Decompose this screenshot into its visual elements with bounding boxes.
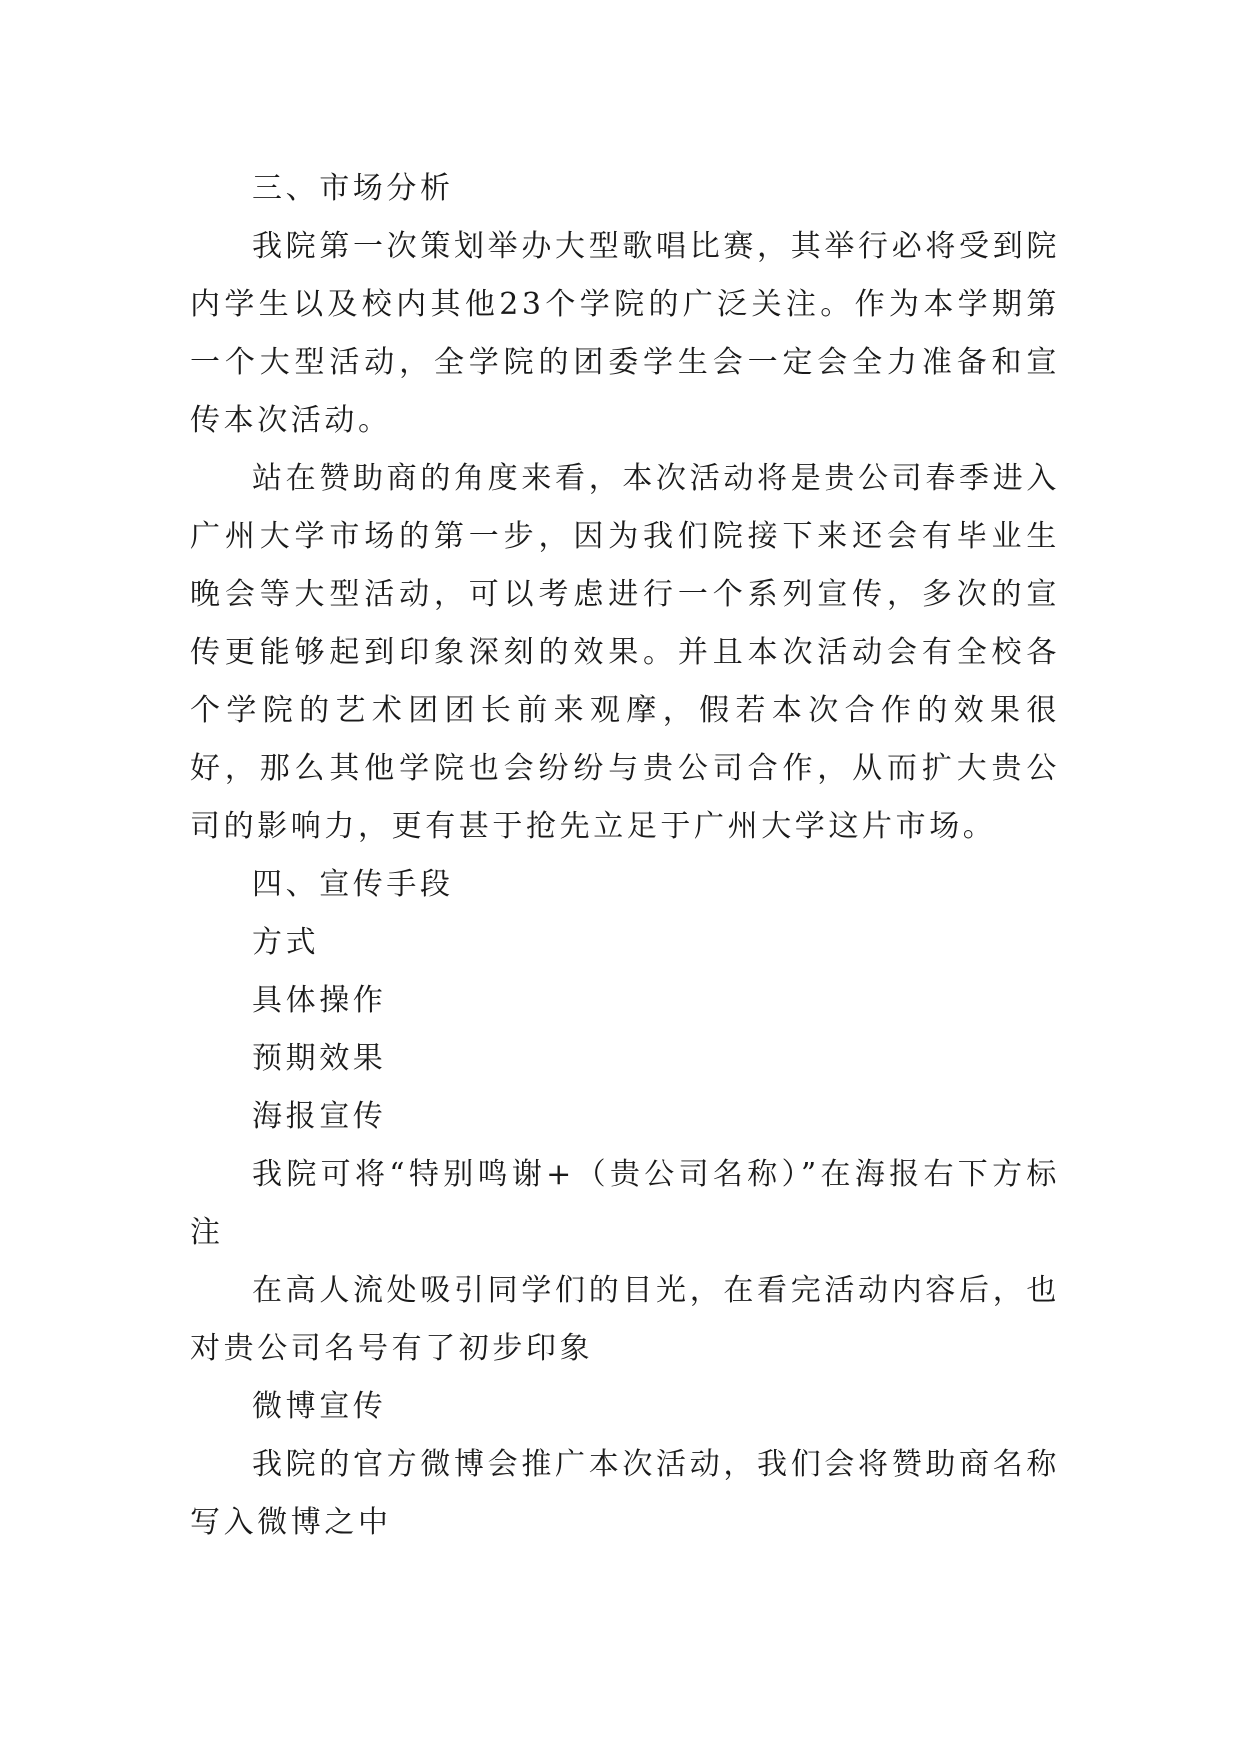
section-heading-market-analysis: 三、市场分析 [252,171,454,206]
method-weibo: 微博宣传 [252,1389,387,1424]
paragraph-event-attention: 我院第一次策划举办大型歌唱比赛，其举行必将受到院内学生以及校内其他23个学院的广泛关注。作为本学期第一个大型活动，全学院的团委学生会一定会全力准备和宣传本次活动。 [190,229,1060,438]
document-body [190,160,1060,1552]
poster-effect: 在高人流处吸引同学们的目光，在看完活动内容后，也对贵公司名号有了初步印象 [190,1273,1060,1366]
weibo-operation: 我院的官方微博会推广本次活动，我们会将赞助商名称写入微博之中 [190,1447,1060,1540]
table-header-expected-effect: 预期效果 [252,1041,387,1076]
section-heading-promotion-means: 四、宣传手段 [252,867,454,902]
poster-operation: 我院可将“特别鸣谢+（贵公司名称）”在海报右下方标注 [190,1157,1060,1250]
table-header-operation: 具体操作 [252,983,387,1018]
paragraph-sponsor-perspective: 站在赞助商的角度来看，本次活动将是贵公司春季进入广州大学市场的第一步，因为我们院接下来还会有毕业生晚会等大型活动，可以考虑进行一个系列宣传，多次的宣传更能够起到印象深刻的效果。并且本次活动会有全校各个学院的艺术团团长前来观摩，假若本次合作的效果很好，那么其他学院也会纷纷与贵公司合作，从而扩大贵公司的影响力，更有甚于抢先立足于广州大学这片市场。 [190,461,1060,844]
method-poster: 海报宣传 [252,1099,387,1134]
table-header-method: 方式 [252,925,320,960]
